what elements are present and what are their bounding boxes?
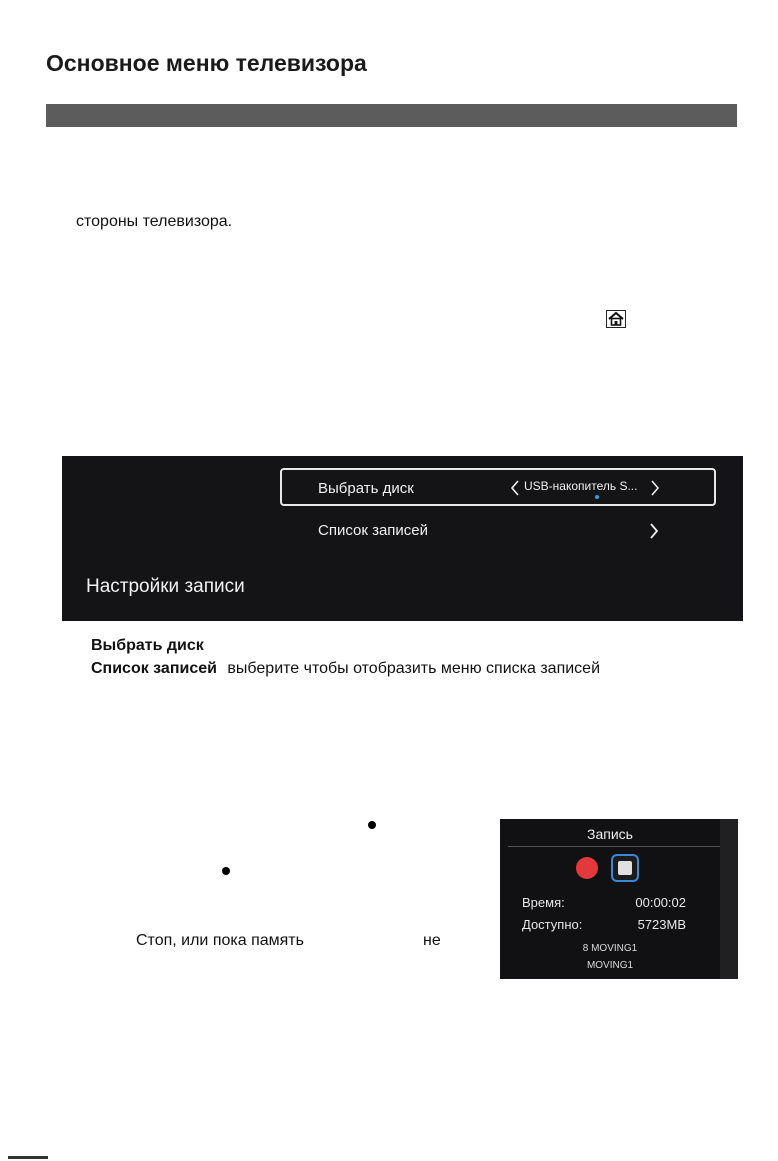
menu-item-label: Список записей [318, 522, 429, 539]
text-fragment-sides: стороны телевизора. [76, 213, 233, 230]
stop-icon [618, 861, 632, 875]
time-label: Время: [522, 895, 565, 910]
section-header-bar [46, 104, 737, 127]
term-records-list: Список записей [91, 660, 217, 677]
term-select-disk: Выбрать диск [91, 637, 204, 654]
stop-button[interactable] [611, 854, 639, 882]
program-line-1: 8 MOVING1 [582, 943, 638, 954]
menu-item-records-list[interactable] [280, 512, 716, 550]
text-fragment-ne: не [423, 932, 441, 949]
popup-divider [508, 846, 720, 847]
settings-screen-title: Настройки записи [86, 576, 245, 597]
record-dot-icon [222, 867, 230, 875]
record-popup [500, 819, 738, 979]
definition-select-disk [91, 637, 204, 655]
definition-records-list [91, 660, 600, 678]
time-value: 00:00:02 [635, 895, 686, 910]
desc-records-list: выберите чтобы отобразить меню списка записей [227, 660, 601, 677]
page-title: Основное меню телевизора [46, 50, 367, 76]
chevron-right-icon[interactable] [649, 479, 661, 497]
chevron-right-icon[interactable] [648, 522, 660, 540]
menu-item-select-disk[interactable] [280, 468, 716, 506]
program-line-2: MOVING1 [586, 960, 634, 971]
tv-record-settings-screen [62, 456, 743, 621]
record-button-icon[interactable] [576, 857, 598, 879]
page-edge-mark [8, 1156, 48, 1159]
disk-value: USB-накопитель S... [524, 479, 638, 493]
available-label: Доступно: [522, 917, 583, 932]
popup-side-panel [720, 819, 738, 979]
home-icon [606, 310, 626, 328]
chevron-left-icon[interactable] [509, 479, 521, 497]
popup-title: Запись [587, 826, 633, 842]
page-indicator-dot [595, 495, 599, 499]
record-dot-icon [368, 821, 376, 829]
text-fragment-stop: Стоп, или пока память [136, 932, 304, 949]
menu-item-label: Выбрать диск [318, 480, 414, 497]
available-value: 5723MB [637, 917, 686, 932]
